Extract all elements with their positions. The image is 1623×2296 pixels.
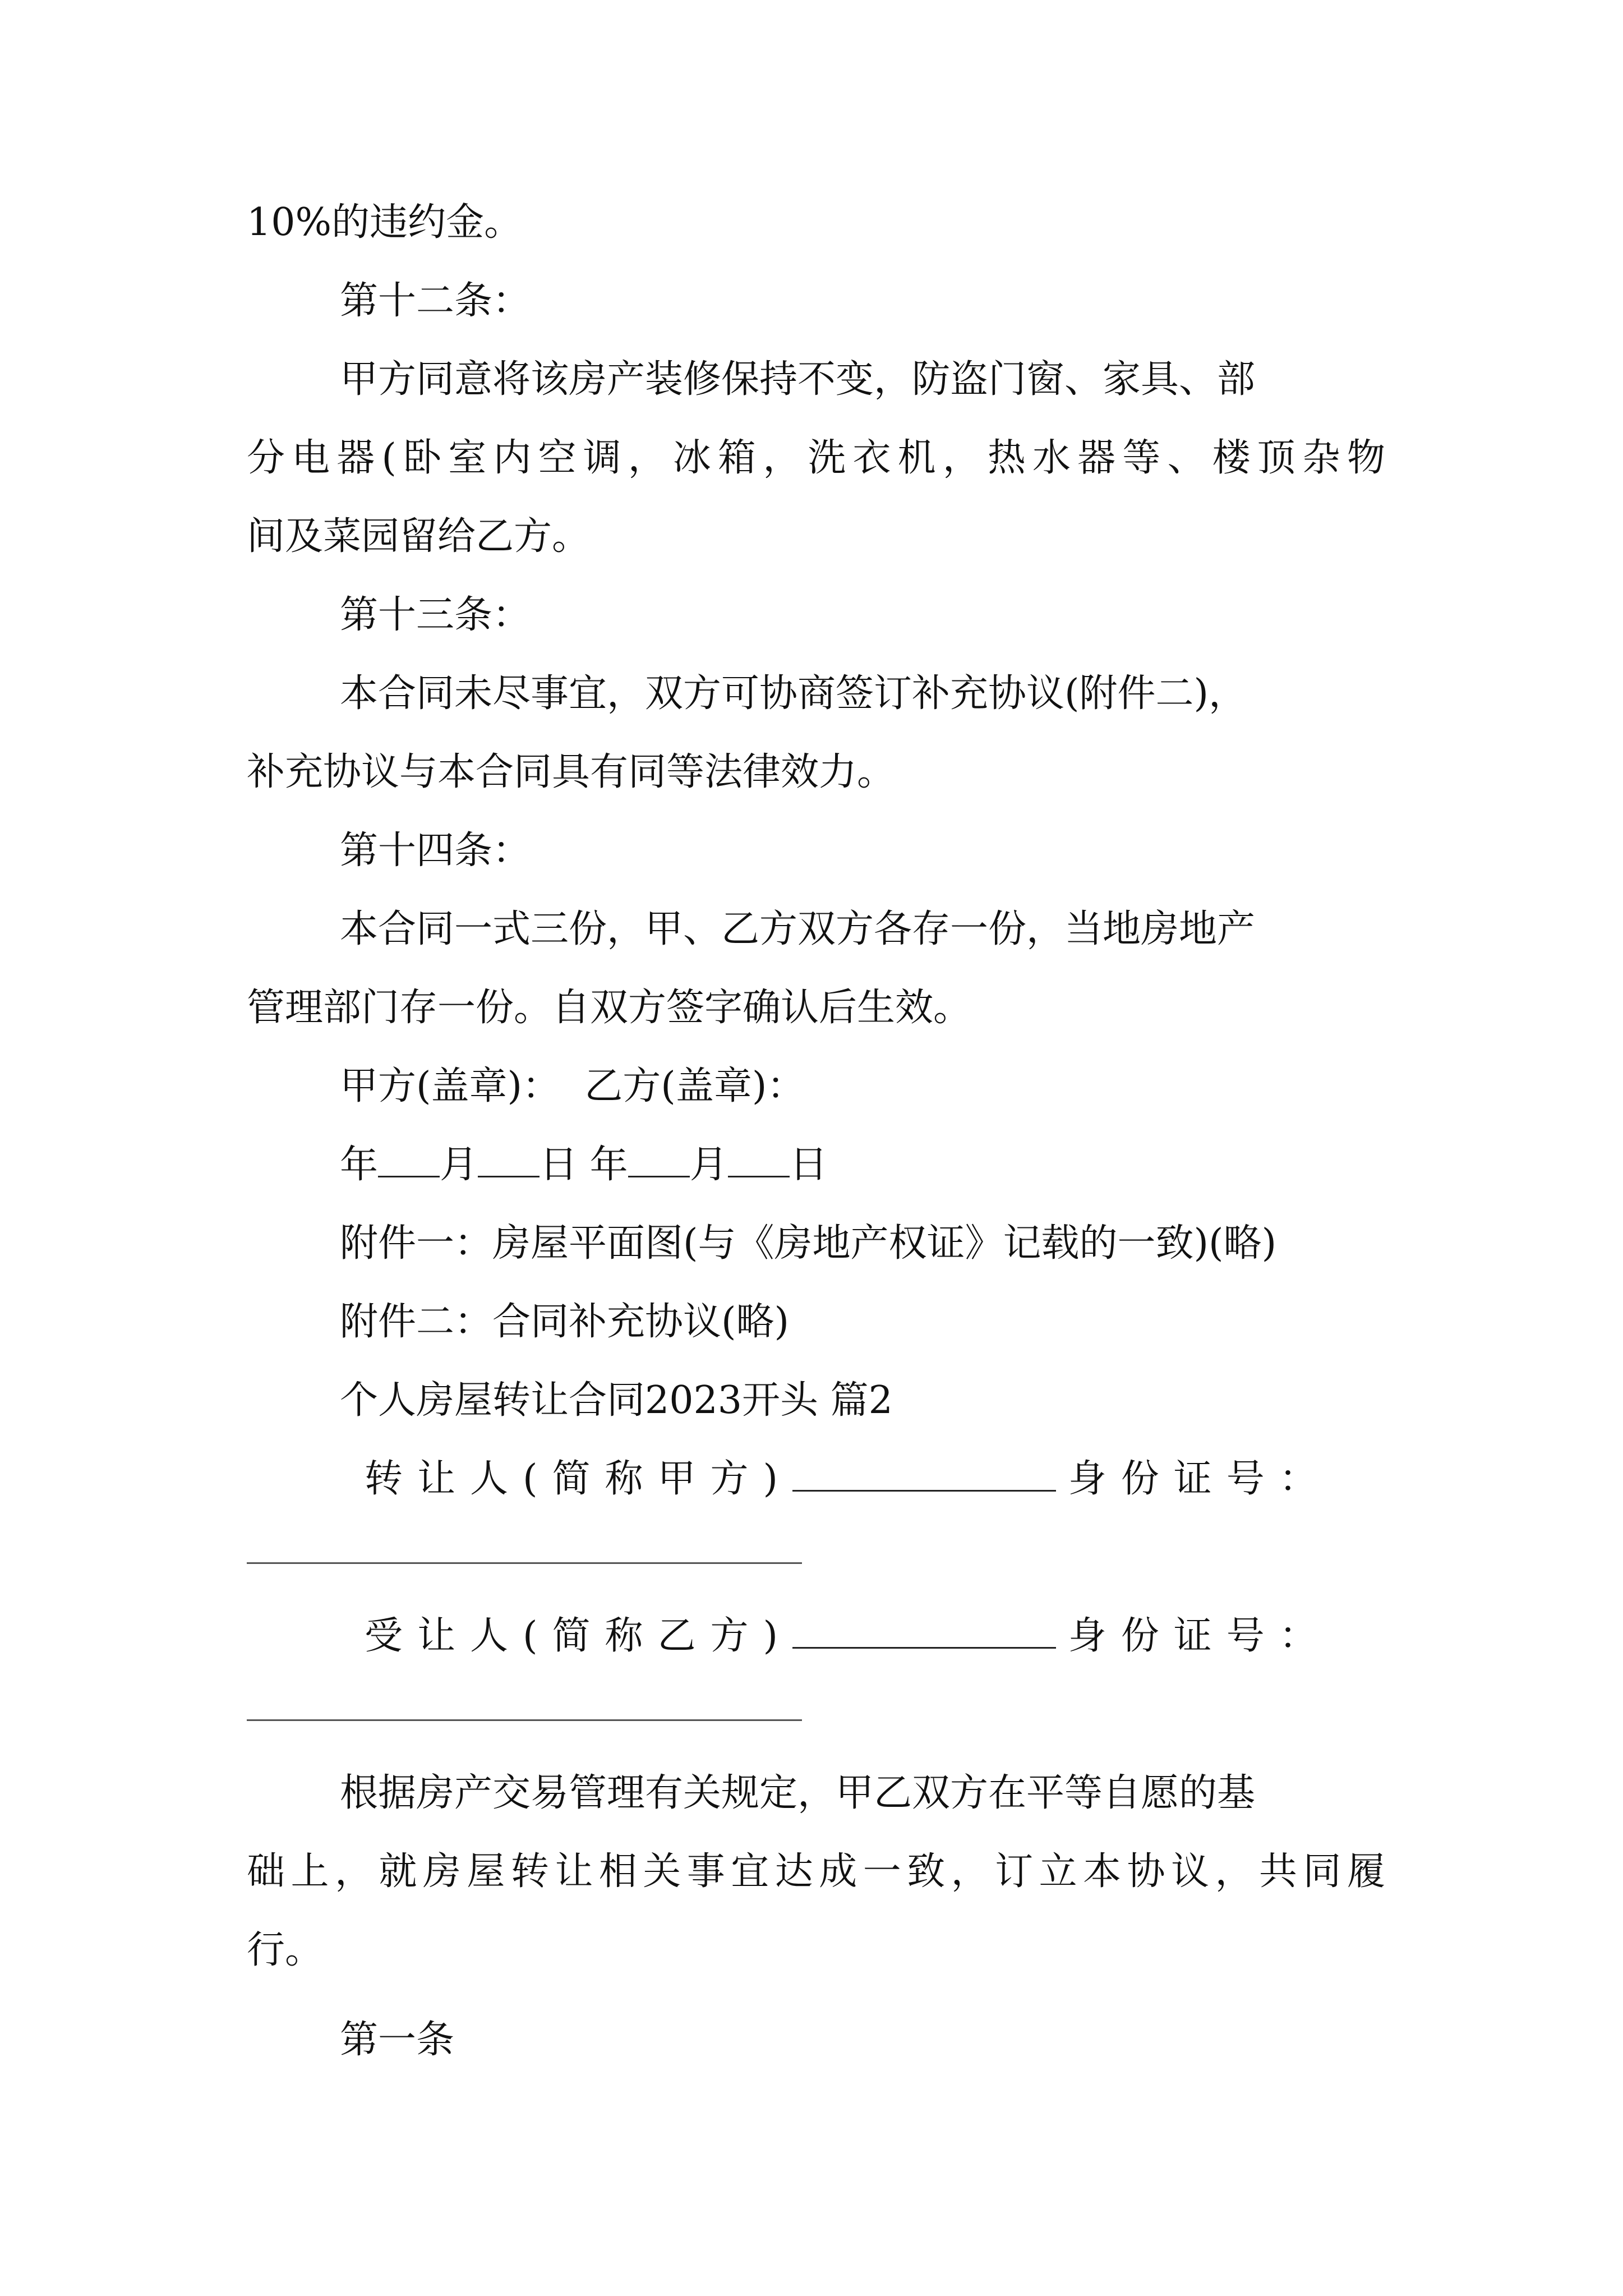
transferor-line (365, 1451, 1385, 1507)
date-month-label: 月 (689, 1143, 728, 1187)
transferor-name-blank (792, 1456, 1056, 1492)
paragraph-line: 间及菜园留给乙方。 (247, 514, 591, 559)
date-day-label: 日 (789, 1143, 828, 1187)
paragraph-line: 本合同未尽事宜，双方可协商签订补充协议(附件二)， (340, 671, 1247, 716)
transferee-id-label: 身份证号： (1068, 1614, 1332, 1658)
date-line (340, 1137, 1478, 1193)
paragraph-line: 甲方同意将该房产装修保持不变，防盗门窗、家具、部 (340, 357, 1256, 402)
paragraph-line: 础上，就房屋转让相关事宜达成一致，订立本协议，共同履 (247, 1849, 1385, 1894)
date-day-label: 日 (540, 1143, 578, 1187)
transferee-id-blank (247, 1719, 802, 1721)
transferor-id-blank (247, 1562, 802, 1564)
month-blank (628, 1142, 690, 1177)
date-year-label: 年 (589, 1143, 628, 1187)
transferee-label: 受让人(简称乙方) (365, 1614, 793, 1658)
paragraph-line: 分电器(卧室内空调，冰箱，洗衣机，热水器等、楼顶杂物 (247, 436, 1385, 480)
section-title: 个人房屋转让合同2023开头 篇2 (340, 1378, 893, 1423)
attachment-line: 附件一：房屋平面图(与《房地产权证》记载的一致)(略) (340, 1221, 1277, 1266)
date-month-label: 月 (440, 1143, 478, 1187)
article-heading: 第十四条： (340, 829, 531, 873)
paragraph-line: 本合同一式三份，甲、乙方双方各存一份，当地房地产 (340, 907, 1256, 951)
paragraph-line: 管理部门存一份。自双方签字确认后生效。 (247, 986, 972, 1030)
signature-line: 甲方(盖章)： 乙方(盖章)： (340, 1064, 805, 1108)
paragraph-line: 补充协议与本合同具有同等法律效力。 (247, 750, 896, 794)
paragraph-line: 根据房产交易管理有关规定，甲乙双方在平等自愿的基 (340, 1771, 1256, 1815)
month-blank (378, 1142, 440, 1177)
article-heading: 第十二条： (340, 279, 531, 323)
transferor-id-label: 身份证号： (1068, 1457, 1332, 1501)
attachment-line: 附件二：合同补充协议(略) (340, 1300, 790, 1344)
transferee-name-blank (792, 1613, 1056, 1649)
paragraph-line: 行。 (247, 1928, 324, 1972)
date-year-label: 年 (340, 1143, 379, 1187)
day-blank (728, 1142, 790, 1177)
paragraph-line: 10%的违约金。 (247, 200, 523, 245)
transferee-line (365, 1608, 1385, 1664)
day-blank (478, 1142, 540, 1177)
article-heading: 第一条 (340, 2018, 455, 2062)
article-heading: 第十三条： (340, 593, 531, 637)
transferor-label: 转让人(简称甲方) (365, 1457, 793, 1501)
